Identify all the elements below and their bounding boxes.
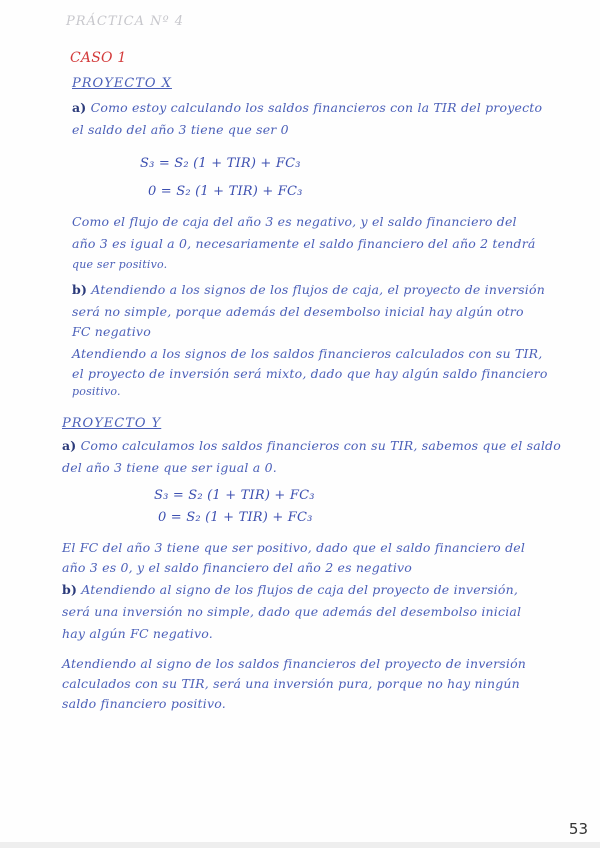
page-number: 53 bbox=[568, 820, 588, 838]
project-x-b-line2: será no simple, porque además del desembolso inicial hay algún otro bbox=[72, 304, 524, 319]
project-x-p1-line2: año 3 es igual a 0, necesariamente el saldo financiero del año 2 tendrá bbox=[72, 236, 536, 251]
project-x-a-line2: el saldo del año 3 tiene que ser 0 bbox=[72, 122, 289, 137]
project-y-a-line2: del año 3 tiene que ser igual a 0. bbox=[62, 460, 277, 475]
case-title: CASO 1 bbox=[70, 50, 127, 66]
project-x-equation-1: S₃ = S₂ (1 + TIR) + FC₃ bbox=[140, 156, 301, 171]
project-y-p1-line2: año 3 es 0, y el saldo financiero del año 2 es negativo bbox=[62, 560, 413, 575]
project-y-c-line1: Atendiendo al signo de los saldos financieros del proyecto de inversión bbox=[62, 656, 527, 671]
project-x-c-line3: positivo. bbox=[72, 385, 121, 398]
project-y-a-text1: Como calculamos los saldos financieros con su TIR, sabemos que el saldo bbox=[80, 438, 561, 453]
project-y-b-line3: hay algún FC negativo. bbox=[62, 626, 213, 641]
project-x-p1-line3: que ser positivo. bbox=[72, 258, 168, 271]
project-y-b-text1: Atendiendo al signo de los flujos de caja del proyecto de inversión, bbox=[81, 582, 519, 597]
page-bottom-edge bbox=[0, 842, 600, 848]
project-y-c-line2: calculados con su TIR, será una inversión pura, porque no hay ningún bbox=[62, 676, 520, 691]
project-y-b-line1 bbox=[62, 582, 518, 597]
project-y-a-line1 bbox=[62, 438, 561, 453]
project-y-b-label: b) bbox=[62, 582, 78, 597]
project-x-a-text1: Como estoy calculando los saldos financieros con la TIR del proyecto bbox=[90, 100, 543, 115]
project-x-b-text1: Atendiendo a los signos de los flujos de caja, el proyecto de inversión bbox=[91, 282, 545, 297]
project-x-title: PROYECTO X bbox=[72, 76, 172, 91]
project-x-a-label: a) bbox=[72, 100, 87, 115]
project-y-equation-2: 0 = S₂ (1 + TIR) + FC₃ bbox=[158, 510, 313, 525]
project-x-p1-line1: Como el flujo de caja del año 3 es negativo, y el saldo financiero del bbox=[72, 214, 517, 229]
project-x-equation-2: 0 = S₂ (1 + TIR) + FC₃ bbox=[148, 184, 303, 199]
project-y-title: PROYECTO Y bbox=[62, 416, 162, 431]
project-y-equation-1: S₃ = S₂ (1 + TIR) + FC₃ bbox=[154, 488, 315, 503]
project-x-b-line3: FC negativo bbox=[72, 324, 151, 339]
page-header: PRÁCTICA Nº 4 bbox=[66, 14, 185, 29]
project-y-p1-line1: El FC del año 3 tiene que ser positivo, dado que el saldo financiero del bbox=[62, 540, 526, 555]
project-x-b-line1 bbox=[72, 282, 545, 297]
project-x-c-line1: Atendiendo a los signos de los saldos financieros calculados con su TIR, bbox=[72, 346, 543, 361]
project-x-a-line1 bbox=[72, 100, 542, 115]
project-y-c-line3: saldo financiero positivo. bbox=[62, 696, 226, 711]
project-x-b-label: b) bbox=[72, 282, 88, 297]
project-y-a-label: a) bbox=[62, 438, 77, 453]
project-y-b-line2: será una inversión no simple, dado que además del desembolso inicial bbox=[62, 604, 522, 619]
project-x-c-line2: el proyecto de inversión será mixto, dado que hay algún saldo financiero bbox=[72, 366, 548, 381]
